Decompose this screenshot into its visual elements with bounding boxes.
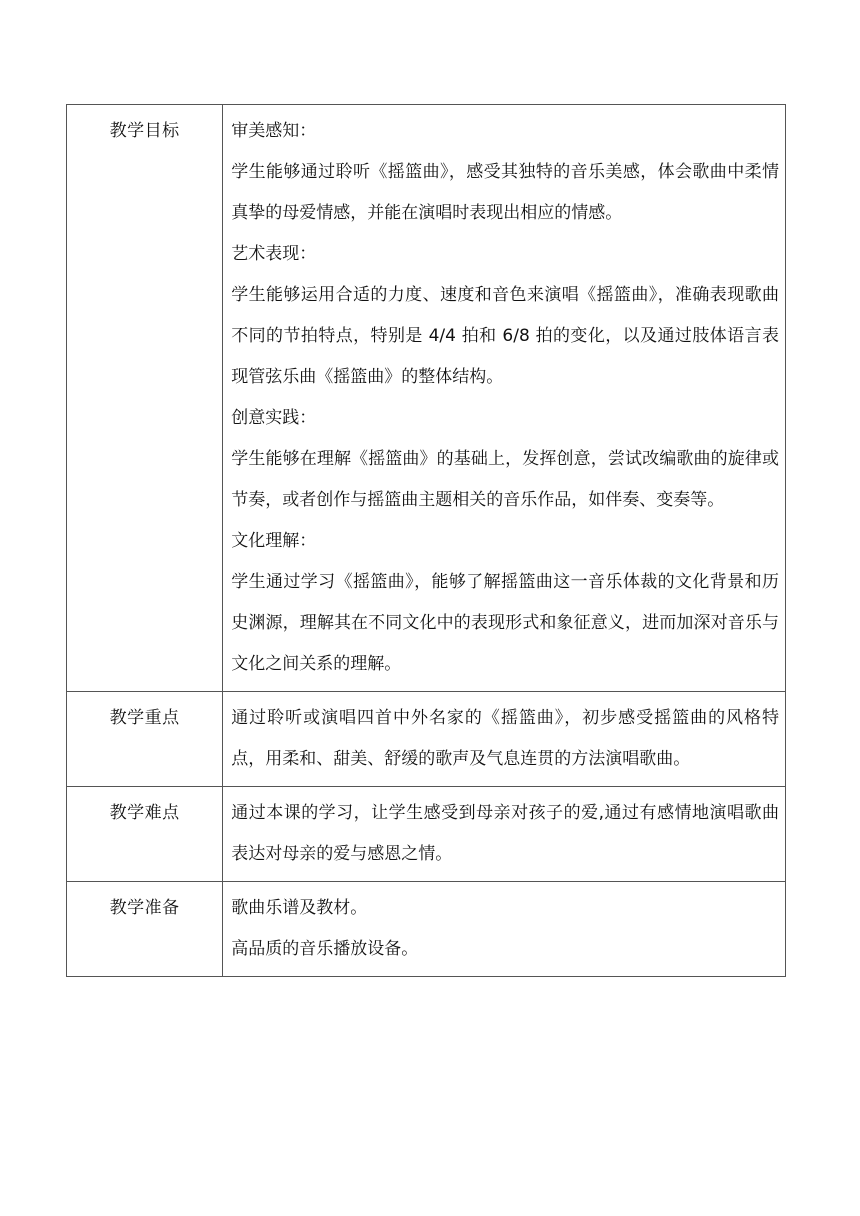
table-row-difficulties [67, 787, 786, 882]
paragraph: 学生通过学习《摇篮曲》，能够了解摇篮曲这一音乐体裁的文化背景和历史渊源，理解其在不同文化中的表现形式和象征意义，进而加深对音乐与文化之间关系的理解。 [231, 572, 779, 674]
row-label: 教学目标 [67, 105, 223, 692]
row-content [223, 882, 786, 977]
paragraph: 歌曲乐谱及教材。 [231, 898, 368, 918]
paragraph: 通过本课的学习，让学生感受到母亲对孩子的爱,通过有感情地演唱歌曲表达对母亲的爱与感恩之情。 [231, 803, 779, 864]
section-heading-aesthetic: 审美感知： [231, 121, 317, 141]
row-label: 教学重点 [67, 692, 223, 787]
paragraph: 学生能够运用合适的力度、速度和音色来演唱《摇篮曲》，准确表现歌曲不同的节拍特点，特别是 4/4 拍和 6/8 拍的变化，以及通过肢体语言表现管弦乐曲《摇篮曲》的整体结构。 [231, 285, 779, 387]
paragraph: 学生能够在理解《摇篮曲》的基础上，发挥创意，尝试改编歌曲的旋律或节奏，或者创作与摇篮曲主题相关的音乐作品，如伴奏、变奏等。 [231, 449, 779, 510]
table-row-preparation [67, 882, 786, 977]
row-label: 教学准备 [67, 882, 223, 977]
section-heading-creative: 创意实践： [231, 408, 317, 428]
table-row-key-points [67, 692, 786, 787]
paragraph: 通过聆听或演唱四首中外名家的《摇篮曲》，初步感受摇篮曲的风格特点，用柔和、甜美、舒缓的歌声及气息连贯的方法演唱歌曲。 [231, 708, 779, 769]
row-content [223, 787, 786, 882]
paragraph: 学生能够通过聆听《摇篮曲》，感受其独特的音乐美感，体会歌曲中柔情真挚的母爱情感，并能在演唱时表现出相应的情感。 [231, 162, 779, 223]
section-heading-cultural: 文化理解： [231, 531, 317, 551]
lesson-plan-table [66, 104, 786, 977]
table-row-objectives [67, 105, 786, 692]
row-label: 教学难点 [67, 787, 223, 882]
row-content [223, 105, 786, 692]
paragraph: 高品质的音乐播放设备。 [231, 939, 419, 959]
section-heading-artistic: 艺术表现： [231, 244, 317, 264]
row-content [223, 692, 786, 787]
